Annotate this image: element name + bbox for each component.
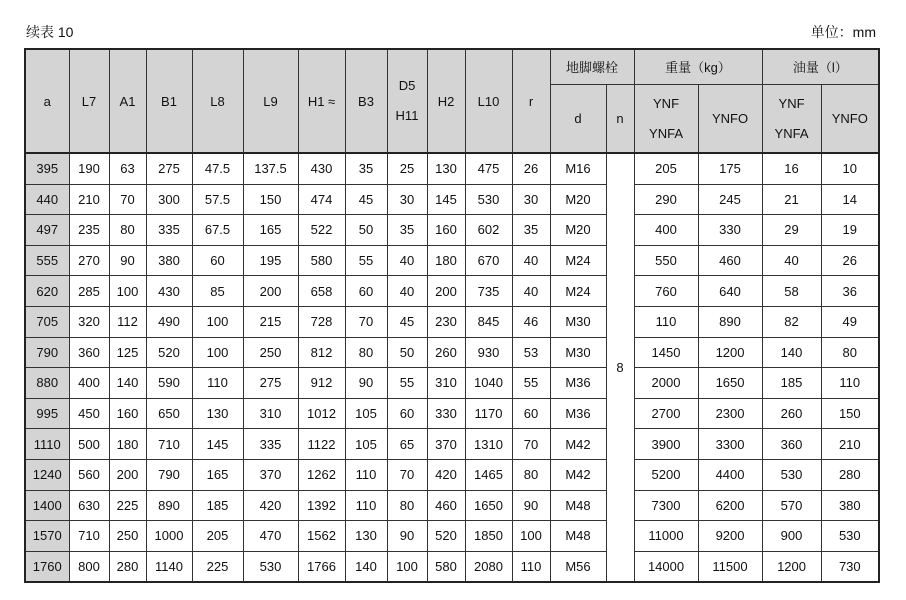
- table-cell: 1465: [465, 459, 512, 490]
- table-cell: 1200: [698, 337, 762, 368]
- table-cell: 60: [512, 398, 550, 429]
- col-group-oil: 油量（l）: [762, 49, 879, 85]
- table-cell: 430: [146, 276, 192, 307]
- table-cell: 130: [192, 398, 243, 429]
- table-cell: 320: [69, 306, 109, 337]
- table-cell: 35: [387, 215, 427, 246]
- col-header-A1: A1: [109, 49, 146, 153]
- table-cell: 140: [109, 368, 146, 399]
- table-cell: 670: [465, 245, 512, 276]
- table-cell: 550: [634, 245, 698, 276]
- table-cell: 60: [345, 276, 387, 307]
- table-cell: 890: [698, 306, 762, 337]
- dimension-table: [24, 48, 880, 583]
- col-header-H2: H2: [427, 49, 465, 153]
- table-cell: 105: [345, 398, 387, 429]
- table-cell: 1570: [25, 521, 69, 552]
- table-cell: 55: [387, 368, 427, 399]
- table-cell: 110: [821, 368, 879, 399]
- table-cell: 63: [109, 153, 146, 184]
- table-cell: 14: [821, 184, 879, 215]
- table-cell: 450: [69, 398, 109, 429]
- table-cell: 1140: [146, 551, 192, 582]
- table-cell: 530: [243, 551, 298, 582]
- table-cell: 280: [821, 459, 879, 490]
- table-cell: 100: [192, 337, 243, 368]
- table-cell: 812: [298, 337, 345, 368]
- table-cell: 520: [427, 521, 465, 552]
- table-cell: M56: [550, 551, 606, 582]
- table-cell: 6200: [698, 490, 762, 521]
- table-cell: M30: [550, 337, 606, 368]
- table-cell: 10: [821, 153, 879, 184]
- table-row: [25, 521, 879, 552]
- table-cell: 728: [298, 306, 345, 337]
- table-cell: 145: [427, 184, 465, 215]
- table-cell: 26: [512, 153, 550, 184]
- col-header-oil-ynfo: YNFO: [821, 85, 879, 154]
- table-cell: 80: [345, 337, 387, 368]
- table-cell: M48: [550, 490, 606, 521]
- table-cell: 474: [298, 184, 345, 215]
- table-cell: 40: [762, 245, 821, 276]
- table-caption: 续表 10: [26, 24, 74, 40]
- table-cell: 35: [345, 153, 387, 184]
- table-cell: 890: [146, 490, 192, 521]
- col-header-L10: L10: [465, 49, 512, 153]
- table-row: [25, 551, 879, 582]
- table-cell: 85: [192, 276, 243, 307]
- table-cell: 80: [512, 459, 550, 490]
- table-cell: 210: [821, 429, 879, 460]
- table-cell: 14000: [634, 551, 698, 582]
- table-cell: 80: [387, 490, 427, 521]
- table-cell: 1012: [298, 398, 345, 429]
- table-cell: 260: [427, 337, 465, 368]
- table-cell: 160: [427, 215, 465, 246]
- table-cell: 602: [465, 215, 512, 246]
- col-header-oil-ynf-ynfa: [762, 85, 821, 154]
- weight-ynf-label: YNF: [653, 95, 680, 111]
- table-cell: 80: [109, 215, 146, 246]
- table-cell: M30: [550, 306, 606, 337]
- table-cell: 165: [192, 459, 243, 490]
- table-cell: 620: [25, 276, 69, 307]
- table-cell: 4400: [698, 459, 762, 490]
- table-cell: 205: [192, 521, 243, 552]
- table-cell: 200: [109, 459, 146, 490]
- table-cell: 300: [146, 184, 192, 215]
- table-cell: 105: [345, 429, 387, 460]
- table-cell: 67.5: [192, 215, 243, 246]
- table-cell: 70: [109, 184, 146, 215]
- table-cell: 40: [387, 245, 427, 276]
- table-cell: 145: [192, 429, 243, 460]
- table-cell: 330: [427, 398, 465, 429]
- table-cell: 640: [698, 276, 762, 307]
- table-cell: 285: [69, 276, 109, 307]
- table-cell: 175: [698, 153, 762, 184]
- col-header-weight-ynfo: YNFO: [698, 85, 762, 154]
- table-cell: 45: [387, 306, 427, 337]
- table-cell: M24: [550, 245, 606, 276]
- table-cell: 140: [762, 337, 821, 368]
- table-cell: 1650: [698, 368, 762, 399]
- table-cell: 1110: [25, 429, 69, 460]
- table-cell: 460: [427, 490, 465, 521]
- table-row: [25, 276, 879, 307]
- table-body: [25, 49, 879, 582]
- table-cell: 1392: [298, 490, 345, 521]
- table-cell: 150: [821, 398, 879, 429]
- table-cell: 880: [25, 368, 69, 399]
- table-cell: 420: [427, 459, 465, 490]
- table-cell: 82: [762, 306, 821, 337]
- table-cell: 710: [146, 429, 192, 460]
- table-row: [25, 337, 879, 368]
- table-cell: 165: [243, 215, 298, 246]
- table-cell: 520: [146, 337, 192, 368]
- table-cell: 705: [25, 306, 69, 337]
- table-cell: 112: [109, 306, 146, 337]
- table-cell: 130: [427, 153, 465, 184]
- table-cell: 395: [25, 153, 69, 184]
- col-header-a: a: [25, 49, 69, 153]
- table-row: [25, 459, 879, 490]
- table-cell: 900: [762, 521, 821, 552]
- table-cell: 100: [192, 306, 243, 337]
- table-cell: 1650: [465, 490, 512, 521]
- table-cell: 1000: [146, 521, 192, 552]
- table-cell: 845: [465, 306, 512, 337]
- table-cell: 230: [427, 306, 465, 337]
- table-cell: 215: [243, 306, 298, 337]
- table-cell: 70: [387, 459, 427, 490]
- weight-ynfa-label: YNFA: [649, 125, 683, 141]
- table-cell: 335: [146, 215, 192, 246]
- table-cell: 530: [465, 184, 512, 215]
- table-cell: 490: [146, 306, 192, 337]
- table-cell: 1850: [465, 521, 512, 552]
- table-cell: 800: [69, 551, 109, 582]
- table-cell: 470: [243, 521, 298, 552]
- table-cell: 730: [821, 551, 879, 582]
- table-cell: 460: [698, 245, 762, 276]
- table-cell: 55: [345, 245, 387, 276]
- table-cell: 90: [512, 490, 550, 521]
- table-cell: 5200: [634, 459, 698, 490]
- table-cell: 1240: [25, 459, 69, 490]
- table-cell: 760: [634, 276, 698, 307]
- col-group-anchor-bolt: 地脚螺栓: [550, 49, 634, 85]
- table-cell: 235: [69, 215, 109, 246]
- table-cell: 36: [821, 276, 879, 307]
- table-cell: 70: [345, 306, 387, 337]
- table-cell: 90: [387, 521, 427, 552]
- table-cell: 370: [243, 459, 298, 490]
- col-header-L8: L8: [192, 49, 243, 153]
- table-cell: M20: [550, 215, 606, 246]
- oil-ynfa-label: YNFA: [774, 125, 809, 141]
- table-cell: 58: [762, 276, 821, 307]
- table-cell: 400: [69, 368, 109, 399]
- table-cell: 50: [345, 215, 387, 246]
- table-cell: 185: [192, 490, 243, 521]
- table-cell: 30: [387, 184, 427, 215]
- table-cell: 1040: [465, 368, 512, 399]
- table-row: [25, 368, 879, 399]
- table-cell: 630: [69, 490, 109, 521]
- table-cell: 125: [109, 337, 146, 368]
- table-cell: M42: [550, 429, 606, 460]
- table-cell: 500: [69, 429, 109, 460]
- table-cell: 735: [465, 276, 512, 307]
- table-cell: 330: [698, 215, 762, 246]
- table-cell: 9200: [698, 521, 762, 552]
- table-cell: 440: [25, 184, 69, 215]
- table-cell: 560: [69, 459, 109, 490]
- table-cell: 190: [69, 153, 109, 184]
- table-cell: 180: [427, 245, 465, 276]
- table-cell: 275: [243, 368, 298, 399]
- col-header-n: n: [606, 85, 634, 154]
- table-cell: 137.5: [243, 153, 298, 184]
- table-cell: 930: [465, 337, 512, 368]
- col-header-B1: B1: [146, 49, 192, 153]
- table-cell: 47.5: [192, 153, 243, 184]
- table-cell: 90: [109, 245, 146, 276]
- table-cell: 530: [821, 521, 879, 552]
- table-cell: 280: [109, 551, 146, 582]
- table-cell: 46: [512, 306, 550, 337]
- table-cell: 790: [25, 337, 69, 368]
- table-cell: 160: [109, 398, 146, 429]
- table-cell: 29: [762, 215, 821, 246]
- table-cell: 35: [512, 215, 550, 246]
- table-cell: 335: [243, 429, 298, 460]
- table-cell: 195: [243, 245, 298, 276]
- table-cell: 360: [762, 429, 821, 460]
- table-cell: 370: [427, 429, 465, 460]
- table-row: [25, 153, 879, 184]
- table-cell: 40: [512, 276, 550, 307]
- table-cell: 1760: [25, 551, 69, 582]
- col-header-L9: L9: [243, 49, 298, 153]
- table-cell: 275: [146, 153, 192, 184]
- oil-ynf-label: YNF: [778, 95, 805, 111]
- table-cell: 380: [821, 490, 879, 521]
- table-cell: 150: [243, 184, 298, 215]
- table-cell: 995: [25, 398, 69, 429]
- col-header-r: r: [512, 49, 550, 153]
- table-cell: 16: [762, 153, 821, 184]
- table-cell: 225: [192, 551, 243, 582]
- table-cell: 590: [146, 368, 192, 399]
- table-cell: 26: [821, 245, 879, 276]
- table-cell: 430: [298, 153, 345, 184]
- col-header-H11: H11: [395, 108, 419, 123]
- table-cell: 1450: [634, 337, 698, 368]
- table-cell: 360: [69, 337, 109, 368]
- table-cell: 80: [821, 337, 879, 368]
- table-cell: 65: [387, 429, 427, 460]
- table-cell: 60: [192, 245, 243, 276]
- table-cell: 650: [146, 398, 192, 429]
- table-cell: 225: [109, 490, 146, 521]
- table-cell: 270: [69, 245, 109, 276]
- table-cell: 1562: [298, 521, 345, 552]
- table-cell: 110: [345, 459, 387, 490]
- table-cell: 1170: [465, 398, 512, 429]
- table-cell: 580: [298, 245, 345, 276]
- header-row-1: [25, 49, 879, 85]
- table-row: [25, 306, 879, 337]
- table-cell: 25: [387, 153, 427, 184]
- table-cell: 50: [387, 337, 427, 368]
- table-cell: 100: [387, 551, 427, 582]
- col-header-H1: H1 ≈: [298, 49, 345, 153]
- table-cell: M16: [550, 153, 606, 184]
- table-cell: 522: [298, 215, 345, 246]
- col-header-weight-ynf-ynfa: [634, 85, 698, 154]
- table-cell: 912: [298, 368, 345, 399]
- table-cell: 90: [345, 368, 387, 399]
- table-cell: 100: [109, 276, 146, 307]
- table-cell: 400: [634, 215, 698, 246]
- table-cell: 205: [634, 153, 698, 184]
- table-cell: 7300: [634, 490, 698, 521]
- table-row: [25, 215, 879, 246]
- table-cell: 1400: [25, 490, 69, 521]
- table-cell: M48: [550, 521, 606, 552]
- table-cell: 110: [512, 551, 550, 582]
- table-cell: 420: [243, 490, 298, 521]
- table-cell: 260: [762, 398, 821, 429]
- table-cell: 2700: [634, 398, 698, 429]
- col-header-d: d: [550, 85, 606, 154]
- table-row: [25, 245, 879, 276]
- table-cell: M20: [550, 184, 606, 215]
- cell-n-merged: 8: [606, 153, 634, 582]
- table-cell: M36: [550, 368, 606, 399]
- table-cell: 70: [512, 429, 550, 460]
- col-header-B3: B3: [345, 49, 387, 153]
- table-cell: 40: [512, 245, 550, 276]
- table-cell: 110: [192, 368, 243, 399]
- table-row: [25, 490, 879, 521]
- table-cell: M42: [550, 459, 606, 490]
- table-cell: M36: [550, 398, 606, 429]
- table-cell: 185: [762, 368, 821, 399]
- table-cell: 110: [345, 490, 387, 521]
- table-cell: 11500: [698, 551, 762, 582]
- table-cell: 40: [387, 276, 427, 307]
- col-header-D5: D5: [398, 78, 416, 93]
- table-cell: 1310: [465, 429, 512, 460]
- table-cell: 3900: [634, 429, 698, 460]
- table-cell: 250: [243, 337, 298, 368]
- table-cell: 245: [698, 184, 762, 215]
- table-cell: 530: [762, 459, 821, 490]
- table-cell: 555: [25, 245, 69, 276]
- table-cell: 130: [345, 521, 387, 552]
- table-cell: 180: [109, 429, 146, 460]
- table-cell: 250: [109, 521, 146, 552]
- table-cell: 11000: [634, 521, 698, 552]
- table-cell: 310: [243, 398, 298, 429]
- table-cell: 475: [465, 153, 512, 184]
- table-cell: 57.5: [192, 184, 243, 215]
- table-cell: 580: [427, 551, 465, 582]
- unit-label: 单位：mm: [810, 24, 876, 40]
- col-header-D5-H11: [387, 49, 427, 153]
- table-cell: 45: [345, 184, 387, 215]
- table-cell: 140: [345, 551, 387, 582]
- table-row: [25, 398, 879, 429]
- table-cell: M24: [550, 276, 606, 307]
- table-cell: 60: [387, 398, 427, 429]
- table-cell: 2080: [465, 551, 512, 582]
- table-cell: 1122: [298, 429, 345, 460]
- table-cell: 55: [512, 368, 550, 399]
- table-cell: 19: [821, 215, 879, 246]
- table-cell: 710: [69, 521, 109, 552]
- table-cell: 497: [25, 215, 69, 246]
- table-cell: 1200: [762, 551, 821, 582]
- table-cell: 290: [634, 184, 698, 215]
- table-cell: 30: [512, 184, 550, 215]
- table-cell: 380: [146, 245, 192, 276]
- table-cell: 2300: [698, 398, 762, 429]
- table-cell: 21: [762, 184, 821, 215]
- table-cell: 100: [512, 521, 550, 552]
- table-cell: 210: [69, 184, 109, 215]
- table-cell: 1262: [298, 459, 345, 490]
- table-cell: 200: [243, 276, 298, 307]
- table-cell: 110: [634, 306, 698, 337]
- col-group-weight: 重量（kg）: [634, 49, 762, 85]
- table-cell: 200: [427, 276, 465, 307]
- table-cell: 49: [821, 306, 879, 337]
- table-cell: 1766: [298, 551, 345, 582]
- table-row: [25, 184, 879, 215]
- table-cell: 2000: [634, 368, 698, 399]
- col-header-L7: L7: [69, 49, 109, 153]
- table-cell: 570: [762, 490, 821, 521]
- table-cell: 790: [146, 459, 192, 490]
- table-cell: 658: [298, 276, 345, 307]
- table-cell: 3300: [698, 429, 762, 460]
- table-cell: 310: [427, 368, 465, 399]
- table-cell: 53: [512, 337, 550, 368]
- table-row: [25, 429, 879, 460]
